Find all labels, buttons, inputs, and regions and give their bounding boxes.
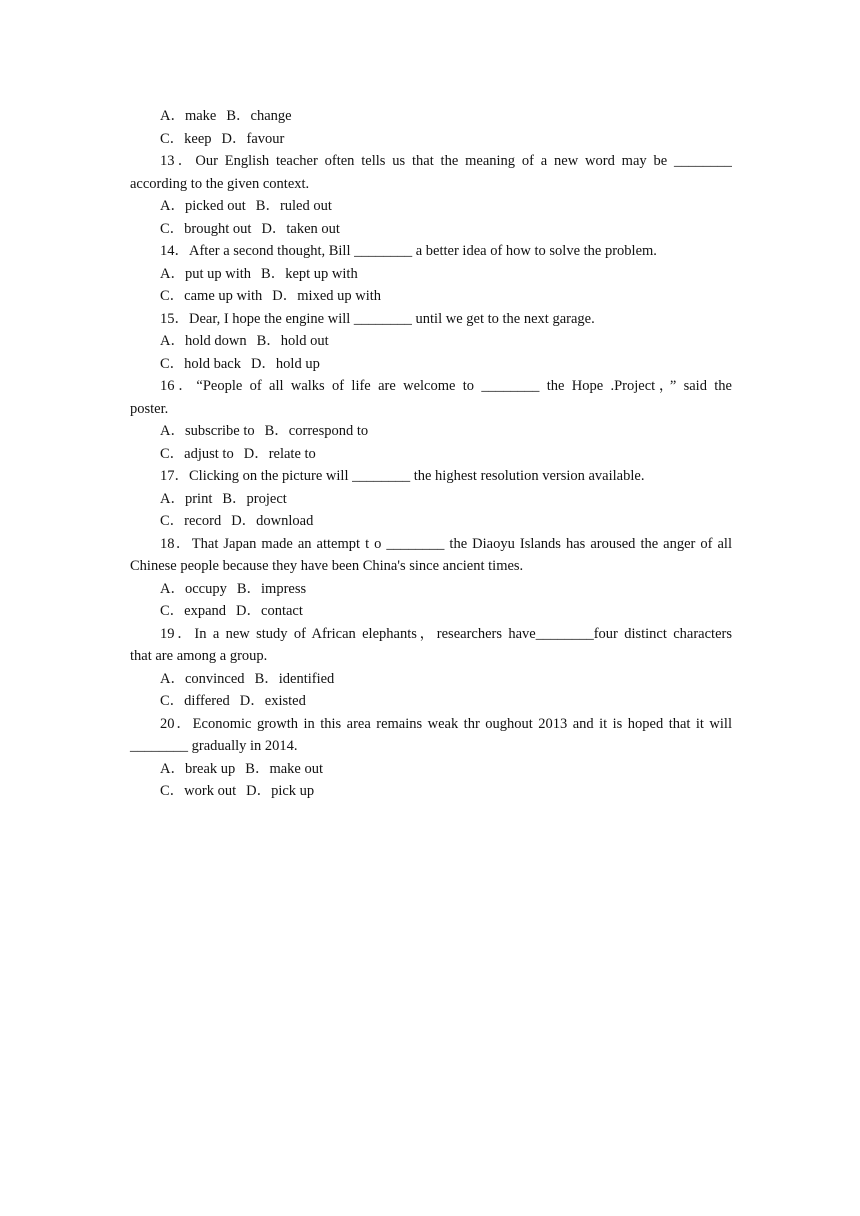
option-text: D．relate to [243,445,316,462]
option-text: B．make out [245,760,324,777]
option-text: B．ruled out [255,198,332,214]
option-line [130,758,732,781]
option-line [130,420,732,443]
option-line [130,195,732,218]
option-text: B．kept up with [261,265,358,282]
option-text: A．picked out [160,198,246,214]
question-stem-continued: ________ gradually in 2014. [130,738,298,754]
option-text: C．hold back [160,355,241,372]
option-text: B．identified [254,670,335,687]
option-line [130,488,732,511]
option-text: C．differed [160,693,230,709]
question-stem: 14．After a second thought, Bill ________ a better idea of how to solve the problem. [160,243,657,259]
question-stem-continued: according to the given context. [130,175,310,192]
option-text: D．favour [221,130,285,147]
option-text: C．brought out [160,220,252,237]
option-line [130,578,732,601]
option-text: B．hold out [256,333,329,349]
option-text: A．put up with [160,265,252,282]
option-text: C．adjust to [160,445,234,462]
option-line [130,285,732,308]
option-text: D．hold up [250,355,320,372]
option-text: A．print [160,490,213,507]
option-line [130,330,732,353]
option-text: D．mixed up with [272,288,382,304]
question-stem: 20．Economic growth in this area remains weak thr oughout 2013 and it is hoped that it will [160,715,732,732]
option-text: C．work out [160,783,237,799]
question-stem-continued: poster. [130,400,169,417]
option-text: B．impress [236,580,307,597]
option-text: D．download [231,513,314,529]
option-line [130,690,732,713]
question-stem-continued: that are among a group. [130,648,268,664]
option-line [130,668,732,691]
option-text: C．expand [160,603,227,619]
option-text: A．break up [160,760,236,777]
question-list [130,105,732,803]
option-text: A．subscribe to [160,423,255,439]
question-stem-continued: Chinese people because they have been China's since ancient times. [130,558,524,574]
question-stem: 15．Dear, I hope the engine will ________ until we get to the next garage. [160,310,595,327]
question-stem: 18．That Japan made an attempt t o ________ the Diaoyu Islands has aroused the anger of all [160,535,732,552]
option-text: A．convinced [160,670,245,687]
option-text: D．existed [239,693,306,709]
option-text: B．change [226,108,292,124]
option-line [130,263,732,286]
question-stem: 17．Clicking on the picture will ________ the highest resolution version available. [160,468,645,484]
option-line [130,443,732,466]
option-line [130,353,732,376]
option-text: B．correspond to [264,423,369,439]
question-stem: 16．“People of all walks of life are welcome to ________ the Hope .Project，” said the [160,378,732,394]
option-text: C．came up with [160,288,263,304]
option-line [130,600,732,623]
option-text: D．pick up [246,783,315,799]
option-text: A．occupy [160,580,227,597]
option-line [130,218,732,241]
question-stem: 13．Our English teacher often tells us that the meaning of a new word may be ________ [160,153,732,169]
option-line [130,780,732,803]
option-text: D．taken out [261,220,340,237]
option-line [130,128,732,151]
option-text: C．record [160,513,222,529]
option-line [130,105,732,128]
option-line [130,510,732,533]
option-text: A．hold down [160,333,247,349]
option-text: D．contact [236,603,303,619]
option-text: C．keep [160,130,212,147]
question-stem: 19．In a new study of African elephants，researchers have________four distinct characters [160,625,732,642]
option-text: A．make [160,108,217,124]
option-text: B．project [222,490,287,507]
